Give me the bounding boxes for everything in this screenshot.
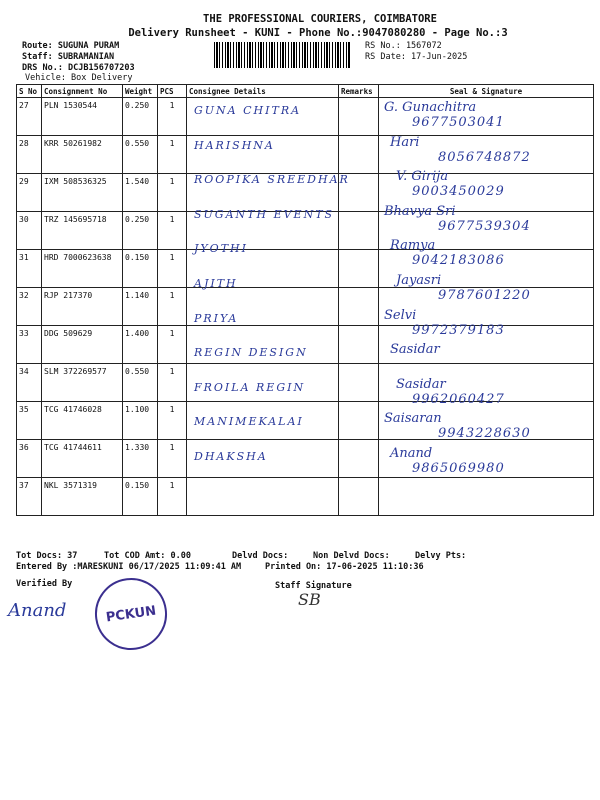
cell-pcs: 1	[158, 326, 187, 364]
delvy-pts: Delvy Pts:	[415, 551, 467, 561]
handwritten-phone: 9972379183	[412, 322, 505, 338]
cell-consignment-no: IXM 508536325	[42, 174, 123, 212]
cell-consignment-no: PLN 1530544	[42, 98, 123, 136]
handwritten-phone: 8056748872	[438, 149, 531, 165]
handwritten-signature: Hari	[390, 134, 420, 150]
cell-remarks	[339, 212, 379, 250]
handwritten-signature: Sasidar	[390, 342, 440, 358]
col-weight: Weight	[123, 85, 158, 98]
cell-remarks	[339, 440, 379, 478]
tot-cod: Tot COD Amt: 0.00	[104, 551, 191, 561]
handwritten-signature: Saisaran	[384, 411, 442, 427]
cell-remarks	[339, 402, 379, 440]
cell-weight: 1.100	[123, 402, 158, 440]
cell-remarks	[339, 326, 379, 364]
cell-consignment-no: TCG 41744611	[42, 440, 123, 478]
cell-pcs: 1	[158, 478, 187, 516]
cell-sno: 34	[17, 364, 42, 402]
handwritten-consignee: AJITH	[194, 277, 238, 290]
handwritten-consignee: FROILA REGIN	[194, 380, 306, 394]
table-row	[17, 98, 594, 136]
handwritten-consignee: SUGANTH EVENTS	[194, 207, 335, 221]
cell-consignment-no: TRZ 145695718	[42, 212, 123, 250]
cell-weight: 1.140	[123, 288, 158, 326]
table-row	[17, 478, 594, 516]
handwritten-signature: Anand	[390, 446, 433, 461]
cell-consignment-no: RJP 217370	[42, 288, 123, 326]
handwritten-phone: 9787601220	[438, 288, 531, 303]
cell-consignment-no: KRR 50261982	[42, 136, 123, 174]
cell-sno: 36	[17, 440, 42, 478]
cell-weight: 0.550	[123, 364, 158, 402]
handwritten-signature: G. Gunachitra	[384, 100, 477, 115]
table-row	[17, 250, 594, 288]
cell-remarks	[339, 250, 379, 288]
cell-remarks	[339, 288, 379, 326]
col-pcs: PCS	[158, 85, 187, 98]
col-consignment: Consignment No	[42, 85, 123, 98]
cell-pcs: 1	[158, 174, 187, 212]
handwritten-phone: 9865069980	[412, 461, 505, 476]
handwritten-signature: Sasidar	[396, 376, 446, 392]
col-consignee: Consignee Details	[187, 85, 339, 98]
handwritten-consignee: ROOPIKA SREEDHAR	[194, 173, 350, 187]
printed-on: Printed On: 17-06-2025 11:10:36	[265, 562, 424, 572]
cell-weight: 0.250	[123, 212, 158, 250]
cell-sno: 35	[17, 402, 42, 440]
entered-by: Entered By :MARESKUNI 06/17/2025 11:09:41 AM	[16, 562, 242, 572]
col-sno: S No	[17, 85, 42, 98]
handwritten-consignee: JYOTHI	[194, 242, 248, 256]
cell-pcs: 1	[158, 212, 187, 250]
handwritten-consignee: MANIMEKALAI	[194, 415, 304, 429]
cell-pcs: 1	[158, 98, 187, 136]
col-seal-signature: Seal & Signature	[379, 85, 594, 98]
cell-weight: 1.330	[123, 440, 158, 478]
cell-sno: 28	[17, 136, 42, 174]
handwritten-phone: 9943228630	[438, 426, 531, 442]
handwritten-phone: 9003450029	[412, 184, 505, 200]
staff-signature: SB	[298, 590, 321, 609]
cell-remarks	[339, 478, 379, 516]
cell-weight: 1.400	[123, 326, 158, 364]
route: Route: SUGUNA PURAM	[22, 41, 120, 51]
runsheet-subtitle: Delivery Runsheet - KUNI - Phone No.:9047080280 - Page No.:3	[128, 27, 508, 39]
handwritten-consignee: PRIYA	[194, 311, 239, 325]
cell-sno: 33	[17, 326, 42, 364]
cell-pcs: 1	[158, 288, 187, 326]
rs-no: RS No.: 1567072	[365, 41, 442, 51]
cell-sno: 27	[17, 98, 42, 136]
cell-pcs: 1	[158, 440, 187, 478]
cell-remarks	[339, 98, 379, 136]
cell-weight: 0.150	[123, 478, 158, 516]
staff-signature-label: Staff Signature	[275, 581, 352, 591]
cell-pcs: 1	[158, 136, 187, 174]
verifier-signature: Anand	[8, 600, 67, 621]
handwritten-phone: 9677539304	[438, 218, 531, 234]
cell-seal-signature	[379, 478, 594, 516]
cell-sno: 31	[17, 250, 42, 288]
handwritten-phone: 9042183086	[412, 253, 505, 269]
handwritten-signature: V. Girija	[396, 169, 449, 185]
staff: Staff: SUBRAMANIAN	[22, 52, 115, 62]
cell-sno: 37	[17, 478, 42, 516]
barcode	[214, 42, 350, 68]
table-header	[17, 85, 594, 98]
company-stamp	[90, 573, 171, 654]
cell-weight: 0.550	[123, 136, 158, 174]
handwritten-consignee: GUNA CHITRA	[194, 104, 302, 117]
handwritten-signature: Selvi	[384, 307, 417, 323]
col-remarks: Remarks	[339, 85, 379, 98]
cell-weight: 1.540	[123, 174, 158, 212]
cell-sno: 32	[17, 288, 42, 326]
cell-sno: 29	[17, 174, 42, 212]
cell-weight: 0.150	[123, 250, 158, 288]
cell-pcs: 1	[158, 402, 187, 440]
verified-by-label: Verified By	[16, 579, 73, 589]
cell-pcs: 1	[158, 250, 187, 288]
cell-consignment-no: NKL 3571319	[42, 478, 123, 516]
drs-no: DRS No.: DCJB156707203	[22, 63, 135, 73]
cell-remarks	[339, 136, 379, 174]
company-title: THE PROFESSIONAL COURIERS, COIMBATORE	[203, 13, 437, 25]
cell-consignment-no: SLM 372269577	[42, 364, 123, 402]
cell-pcs: 1	[158, 364, 187, 402]
handwritten-phone: 9677503041	[412, 115, 505, 130]
delvd-docs: Delvd Docs:	[232, 551, 289, 561]
cell-weight: 0.250	[123, 98, 158, 136]
stamp-text: PCKUN	[105, 603, 157, 625]
cell-consignment-no: HRD 7000623638	[42, 250, 123, 288]
non-delvd-docs: Non Delvd Docs:	[313, 551, 390, 561]
cell-consignment-no: DDG 509629	[42, 326, 123, 364]
cell-consignment-no: TCG 41746028	[42, 402, 123, 440]
handwritten-consignee: REGIN DESIGN	[194, 346, 308, 360]
handwritten-consignee: HARISHNA	[194, 138, 275, 152]
rs-date: RS Date: 17-Jun-2025	[365, 52, 468, 62]
handwritten-signature: Jayasri	[396, 273, 442, 288]
cell-remarks	[339, 364, 379, 402]
vehicle: Vehicle: Box Delivery	[25, 73, 133, 83]
handwritten-phone: 9962060427	[412, 391, 505, 407]
table-row	[17, 440, 594, 478]
cell-consignee	[187, 478, 339, 516]
handwritten-consignee: DHAKSHA	[194, 450, 268, 463]
cell-sno: 30	[17, 212, 42, 250]
handwritten-signature: Bhavya Sri	[384, 203, 456, 219]
handwritten-signature: Ramya	[390, 238, 436, 254]
tot-docs: Tot Docs: 37	[16, 551, 78, 561]
